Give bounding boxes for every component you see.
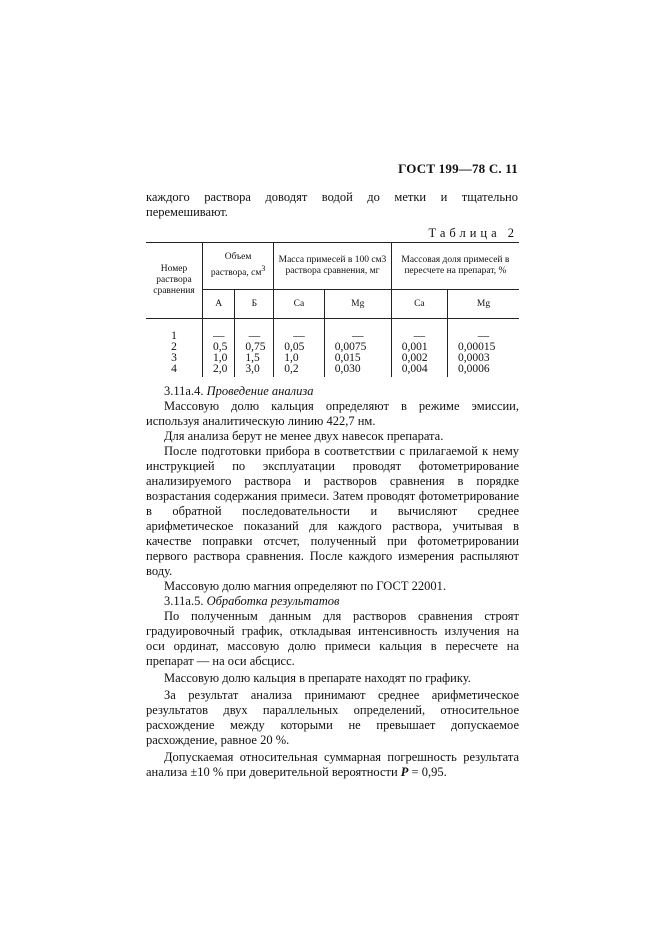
section-heading-analysis [146, 384, 519, 399]
cell-mass-mg: — [324, 331, 391, 342]
subheader-fraction-mg: Mg [448, 290, 519, 319]
cell-volume-b: 0,75 [235, 342, 274, 353]
section-title: Проведение анализа [206, 384, 314, 398]
cell-fraction-mg: 0,00015 [448, 342, 519, 353]
paragraph: Массовую долю магния определяют по ГОСТ 22001. [164, 579, 446, 593]
subheader-b: Б [235, 290, 274, 319]
cell-fraction-ca: 0,004 [391, 364, 447, 377]
cell-fraction-mg: 0,0003 [448, 353, 519, 364]
col-header-number: Номер раствора сравнения [146, 243, 203, 319]
cell-fraction-ca: 0,002 [391, 353, 447, 364]
col-header-volume-sup: 3 [261, 264, 266, 274]
section-title: Обработка результатов [206, 594, 340, 608]
intro-paragraph [146, 190, 518, 220]
paragraph: Для анализа берут не менее двух навесок препарата. [164, 429, 444, 443]
paragraph [146, 750, 519, 780]
cell-number: 2 [171, 341, 177, 353]
cell-mass-mg: 0,015 [324, 353, 391, 364]
paragraph: После подготовки прибора в соответствии с прилагаемой к нему инструкцией по эксплуатации проводят фотометрирование анализируемого раствора и растворов сравнения в порядке возрастания содержания примеси. Затем проводят фотометрирование в обратной последовательности и вычисляют среднее арифметическое показаний для каждого раствора, учитывая в качестве поправки отсчет, полученный при фотометрировании первого раствора сравнения. После каждого измерения распыляют воду. [146, 444, 519, 578]
subheader-mass-ca: Ca [274, 290, 325, 319]
cell-fraction-mg: 0,0006 [448, 364, 519, 377]
reference-solutions-table [146, 242, 519, 377]
col-header-volume-text: Объем раствора, см [210, 252, 262, 279]
cell-fraction-mg: — [448, 331, 519, 342]
cell-number: 3 [171, 352, 177, 364]
cell-fraction-ca: — [391, 331, 447, 342]
cell-volume-b: 1,5 [235, 353, 274, 364]
subheader-a: А [203, 290, 235, 319]
section-number: 3.11a.4. [164, 384, 204, 398]
col-header-volume [203, 243, 274, 290]
paragraph: Массовую долю кальция в препарате находят по графику. [164, 671, 471, 685]
cell-volume-a: — [203, 331, 235, 342]
variable-p: P [400, 765, 409, 779]
cell-number: 4 [171, 363, 177, 375]
cell-mass-mg: 0,030 [324, 364, 391, 377]
cell-number: 1 [171, 330, 177, 342]
cell-volume-a: 0,5 [203, 342, 235, 353]
cell-mass-mg: 0,0075 [324, 342, 391, 353]
col-header-mass: Масса примесей в 100 см3 раствора сравнения, мг [274, 243, 392, 290]
cell-volume-a: 2,0 [203, 364, 235, 377]
cell-mass-ca: — [274, 331, 325, 342]
main-text [146, 384, 519, 780]
cell-mass-ca: 0,2 [274, 364, 325, 377]
section-number: 3.11a.5. [164, 594, 204, 608]
paragraph-text-end: = 0,95. [408, 765, 447, 779]
cell-volume-b: — [235, 331, 274, 342]
cell-volume-b: 3,0 [235, 364, 274, 377]
page-header: ГОСТ 199—78 С. 11 [398, 161, 518, 176]
section-heading-results [146, 594, 519, 609]
subheader-fraction-ca: Ca [391, 290, 447, 319]
paragraph: По полученным данным для растворов сравнения строят градуировочный график, откладывая интенсивность излучения на оси ординат, массовую долю примеси кальция в пересчете на препарат — на оси абсцисс. [146, 609, 519, 668]
table-row [146, 364, 519, 377]
paragraph: Массовую долю кальция определяют в режиме эмиссии, используя аналитическую линию 422,7 нм. [146, 399, 519, 428]
col-header-fraction: Массовая доля примесей в пересчете на препарат, % [391, 243, 519, 290]
intro-text: каждого раствора доводят водой до метки и тщательно перемешивают. [146, 190, 518, 219]
paragraph: За результат анализа принимают среднее арифметическое результатов двух параллельных определений, относительное расхождение между которыми не превышает допускаемое расхождение, равное 20 %. [146, 688, 519, 747]
subheader-mass-mg: Mg [324, 290, 391, 319]
cell-fraction-ca: 0,001 [391, 342, 447, 353]
table-caption: Таблица 2 [428, 226, 518, 240]
cell-mass-ca: 0,05 [274, 342, 325, 353]
paragraph-text: Допускаемая относительная суммарная погрешность результата анализа ±10 % при доверительной вероятности [146, 750, 519, 779]
cell-volume-a: 1,0 [203, 353, 235, 364]
cell-mass-ca: 1,0 [274, 353, 325, 364]
